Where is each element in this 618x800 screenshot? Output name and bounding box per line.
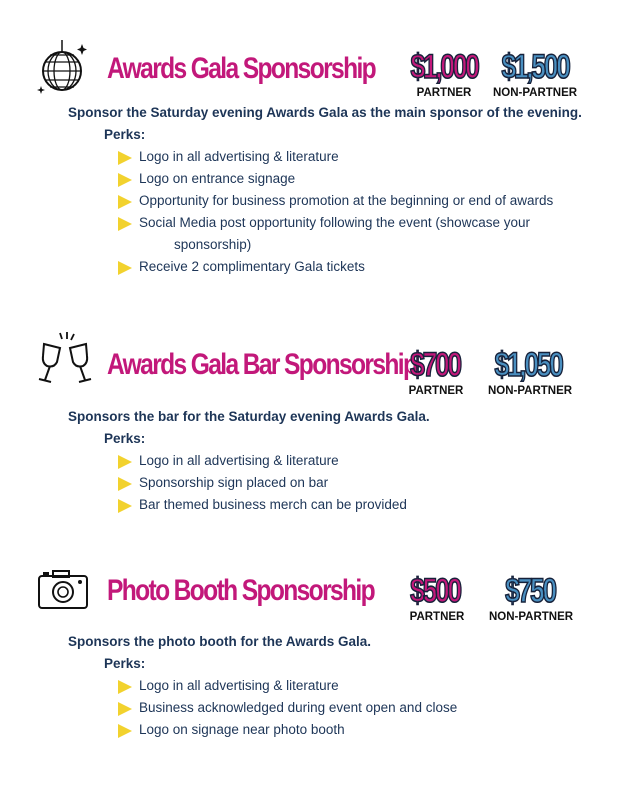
list-item: Business acknowledged during event open and close — [118, 697, 457, 719]
nonpartner-price: $750 — [505, 572, 555, 610]
bullet-triangle-icon — [118, 477, 132, 491]
partner-label: PARTNER — [408, 385, 464, 397]
list-item: Opportunity for business promotion at the beginning or end of awards — [118, 190, 553, 212]
list-item: Logo on signage near photo booth — [118, 719, 457, 741]
section-title: Awards Gala Sponsorship — [107, 52, 376, 85]
section-description: Sponsor the Saturday evening Awards Gala as the main sponsor of the evening. — [68, 105, 582, 120]
perks-list — [118, 146, 553, 278]
list-item: Logo on entrance signage — [118, 168, 553, 190]
bullet-triangle-icon — [118, 680, 132, 694]
section-description: Sponsors the bar for the Saturday evening Awards Gala. — [68, 409, 430, 424]
list-item: Logo in all advertising & literature — [118, 675, 457, 697]
nonpartner-price: $1,500 — [501, 48, 569, 86]
partner-price: $500 — [410, 572, 460, 610]
bullet-triangle-icon — [118, 151, 132, 165]
perks-label: Perks: — [104, 656, 146, 671]
bullet-triangle-icon — [118, 499, 132, 513]
bullet-triangle-icon — [118, 217, 132, 231]
perks-list — [118, 675, 457, 741]
champagne-toast-icon — [36, 330, 94, 393]
list-item-continuation: sponsorship) — [174, 237, 252, 252]
bullet-triangle-icon — [118, 702, 132, 716]
perks-label: Perks: — [104, 431, 146, 446]
section-title: Photo Booth Sponsorship — [107, 574, 375, 607]
bullet-triangle-icon — [118, 173, 132, 187]
bullet-triangle-icon — [118, 261, 132, 275]
section-title: Awards Gala Bar Sponsorship — [107, 348, 417, 381]
list-item: Sponsorship sign placed on bar — [118, 472, 407, 494]
nonpartner-label: NON-PARTNER — [487, 385, 573, 397]
bullet-triangle-icon — [118, 455, 132, 469]
bullet-triangle-icon — [118, 195, 132, 209]
partner-label: PARTNER — [409, 611, 465, 623]
nonpartner-label: NON-PARTNER — [488, 611, 574, 623]
list-item: Logo in all advertising & literature — [118, 450, 407, 472]
perks-label: Perks: — [104, 127, 146, 142]
list-item: Logo in all advertising & literature — [118, 146, 553, 168]
partner-price: $1,000 — [410, 48, 478, 86]
nonpartner-price: $1,050 — [494, 346, 562, 384]
list-item: Receive 2 complimentary Gala tickets — [118, 256, 553, 278]
camera-icon — [36, 568, 92, 617]
partner-price: $700 — [410, 346, 460, 384]
list-item: Bar themed business merch can be provided — [118, 494, 407, 516]
partner-label: PARTNER — [416, 87, 472, 99]
perks-list — [118, 450, 407, 516]
bullet-triangle-icon — [118, 724, 132, 738]
list-item: Social Media post opportunity following the event (showcase your sponsorship) — [118, 212, 553, 256]
nonpartner-label: NON-PARTNER — [492, 87, 578, 99]
disco-ball-icon — [36, 38, 92, 99]
section-description: Sponsors the photo booth for the Awards Gala. — [68, 634, 372, 649]
